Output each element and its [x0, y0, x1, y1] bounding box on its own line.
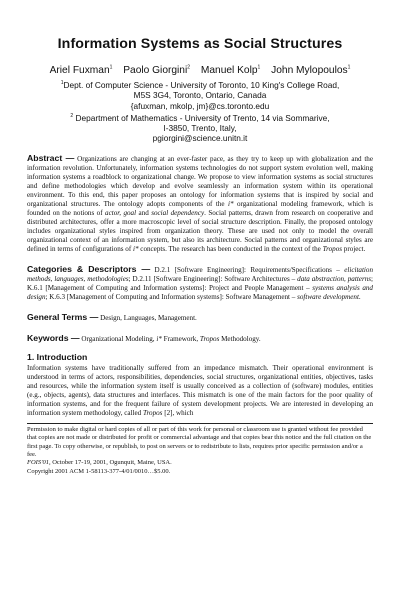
categories-heading: Categories & Descriptors —	[27, 264, 151, 275]
introduction-heading: 1. Introduction	[27, 352, 88, 363]
author: Paolo Giorgini$^2$	[123, 65, 191, 77]
copyright-text: Copyright 2001 ACM 1-58113-377-4/01/0010…$5.00.	[27, 467, 171, 475]
author: Manuel Kolp$^1$	[200, 65, 261, 77]
affiliation-1-line1: $^1$Dept. of Computer Science - University of Toronto, 10 King's College Road,	[60, 80, 340, 91]
keywords-heading: Keywords —	[27, 333, 80, 344]
affiliation-2-email: pgiorgini@science.unitn.it	[152, 132, 248, 143]
permission-text: Permission to make digital or hard copies of all or part of this work for personal or classroom use is granted without fee provided that copies are not made or distributed for profit or commercial advantage and that copies bear this notice and the full citation on the first page. To copy otherwise, or republish, to post on servers or to redistribute to lists, requires prior specific permission and/or a fee.	[27, 426, 372, 459]
affiliation-1-line2: M5S 3G4, Toronto, Ontario, Canada	[133, 90, 267, 101]
author: John Mylopoulos$^1$	[271, 65, 351, 77]
introduction-text: Information systems have traditionally suffered from an impedance mismatch. Their operational environment is understood in terms of actors, responsibilities, dependencies, social structures, organizational entities, objectives, tasks and resources, while the information system itself is usually conceived as a collection of (software) modules, entities (e.g., objects, agents), data structures and interfaces. This mismatch is one of the main factors for the poor quality of information systems, and for the frequent failure of system development projects. We are interested in developing an information system methodology, called Tropos [2], which	[27, 364, 373, 418]
venue-text: FOIS'01, October 17-19, 2001, Ogunquit, Maine, USA.	[27, 459, 172, 467]
footnote-divider	[27, 423, 373, 424]
keywords-text: Keywords — Organizational Modeling, i* Framework, Tropos Methodology.	[27, 333, 261, 344]
author-list	[27, 65, 373, 76]
affiliation-2-line2: I-3850, Trento, Italy,	[163, 122, 237, 133]
categories-section	[27, 265, 373, 302]
abstract-text: Abstract — Organizations are changing at an ever-faster pace, as they try to keep up with globalization and the information revolution. Unfortunately, information systems technologies do not support system evolution well, making information systems a roadblock to organizational change. We propose to view information systems as social structures and define methodologies which develop and evolve seamlessly an information system within its operational environment. To this end, this paper proposes an ontology for information systems that is inspired by social and organizational structures. The ontology adopts components of the i* organizational modeling framework, which is founded on the notions of actor, goal and social dependency. Social patterns, drawn from research on cooperative and distributed architectures, offer a more macroscopic level of social structure description. Finally, the proposed ontology includes organizational styles inspired from organization theory. These are used not only to model the overall organizational context of an information system, but also its architecture. Social patterns and organizational styles are defined in terms of configurations of i* concepts. The research has been conducted in the context of the Tropos project.	[27, 153, 374, 254]
abstract-heading: Abstract —	[27, 153, 75, 164]
affiliation-1-email: {afuxman, mkolp, jm}@cs.toronto.edu	[130, 100, 270, 111]
affiliations	[27, 78, 373, 143]
abstract-section	[27, 154, 373, 254]
general-terms-section	[27, 313, 373, 323]
paper-title: Information Systems as Social Structures	[57, 36, 343, 52]
author: Ariel Fuxman$^1$	[49, 65, 113, 77]
general-terms-heading: General Terms —	[27, 312, 99, 323]
general-terms-text: General Terms — Design, Languages, Management.	[27, 312, 197, 323]
permission-footnote	[27, 426, 373, 476]
affiliation-2-line1: $^2$ Department of Mathematics - University of Trento, 14 via Sommarive,	[70, 112, 330, 123]
keywords-section	[27, 334, 373, 344]
categories-text: Categories & Descriptors — D.2.1 [Software Engineering]: Requirements/Specifications – elicitation methods, languages, methodologies; D.2.11 [Software Engineering]: Software Architectures – data abstraction, patterns; K.6.1 [Management of Computing and Information systems]: Project and People Management – systems analysis and design; K.6.3 [Management of Computing and Information systems]: Software Management – software development.	[27, 264, 373, 302]
